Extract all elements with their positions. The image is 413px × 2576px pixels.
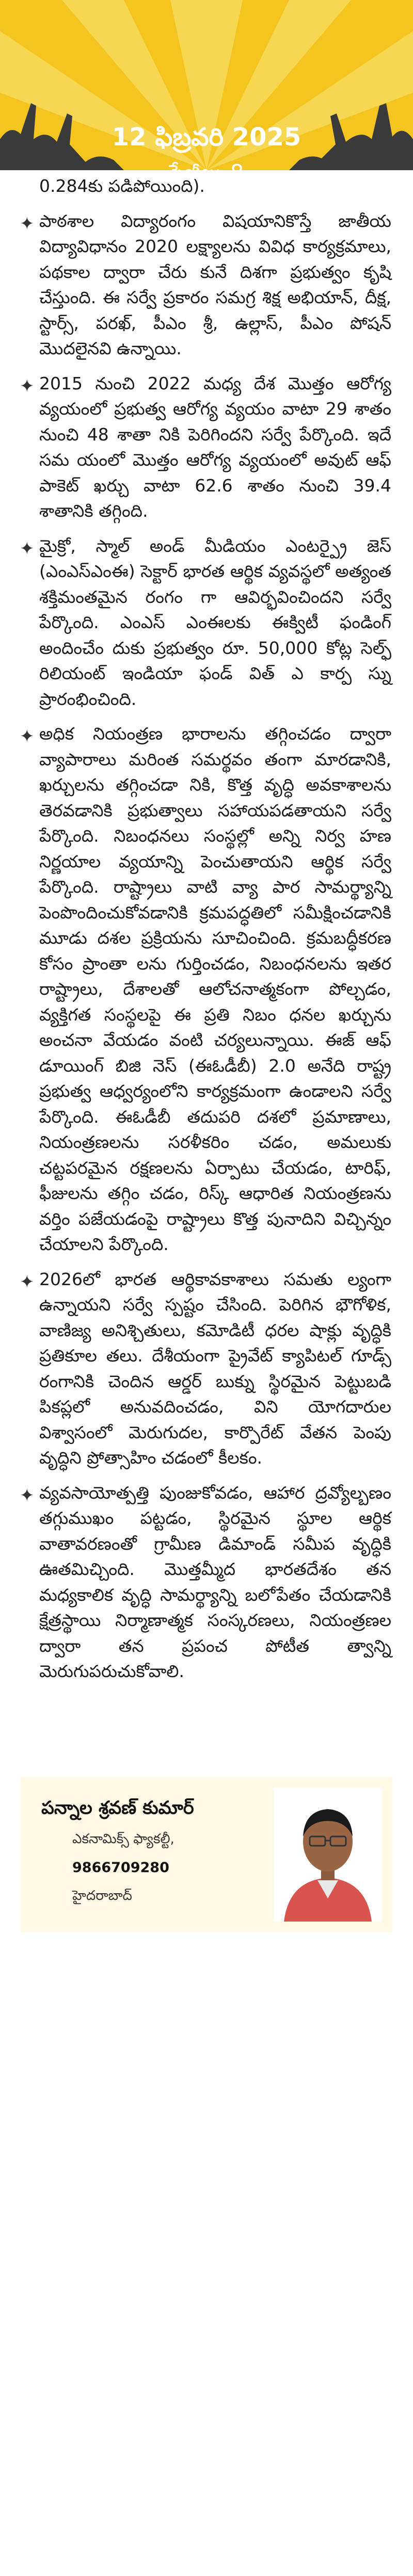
- bullet-icon: ✦: [20, 375, 35, 397]
- author-card-body: [21, 1777, 392, 1932]
- author-phone: 9866709280: [72, 1859, 169, 1876]
- author-name: పన్నాల శ్రవణ్ కుమార్: [41, 1797, 194, 1818]
- paragraph-text: పాఠశాల విద్యారంగం విషయానికొస్తే జాతీయ విద్యావిధానం 2020 లక్ష్యాలను వివిధ కార్యక్రమాలు, పథకాల ద్వారా చేరు కునే దిశగా ప్రభుత్వం కృషి చేస్తుంది. ఈ సర్వే ప్రకారం సమగ్ర శిక్ష అభియాన్, దీక్ష, స్టార్స్, పరఖ్, పీఎం శ్రీ, ఉల్లాస్, పీఎం పోషన్ మొదలైనవి ఉన్నాయి.: [39, 210, 391, 358]
- article-body: [0, 170, 413, 1684]
- issue-date: 12 ఫిబ్రవరి 2025: [112, 123, 301, 152]
- author-portrait-icon: [274, 1787, 382, 1922]
- date-box: [103, 119, 310, 185]
- author-card: [0, 1736, 413, 1947]
- paragraph-text: వ్యవసాయోత్పత్తి పుంజుకోవడం, ఆహార ద్రవ్యోల్బణం తగ్గుముఖం పట్టడం, స్థిరమైన స్థూల ఆర్థిక వాతావరణంతో గ్రామీణ డిమాండ్ సమీప వృద్ధికి ఊతమిచ్చింది. మొత్తమ్మీద భారతదేశం తన మధ్యకాలిక వృద్ధి సామర్థ్యాన్ని బలోపేతం చేయడానికి క్షేత్రస్థాయి నిర్మాణాత్మక సంస్కరణలు, నియంత్రణల ద్వారా తన ప్రపంచ పోటీత త్వాన్ని మెరుగుపరుచుకోవాలి.: [39, 1482, 391, 1681]
- bullet-icon: ✦: [20, 213, 35, 234]
- bullet-icon: ✦: [20, 1271, 35, 1292]
- paragraph-3: [22, 533, 391, 712]
- author-photo: [274, 1787, 382, 1922]
- paragraph-text: 2015 నుంచి 2022 మధ్య దేశ మొత్తం ఆరోగ్య వ్యయంలో ప్రభుత్వ ఆరోగ్య వ్యయం వాటా 29 శాతం నుంచి 48 శాతా నికి పెరిగిందని సర్వే పేర్కొంది. ఇదే సమ యంలో మొత్తం ఆరోగ్య వ్యయంలో అవుట్ ఆఫ్ పాకెట్ ఖర్చు వాటా 62.6 శాతం నుంచి 39.4 శాతానికి తగ్గింది.: [39, 373, 391, 521]
- author-city: హైదరాబాద్: [72, 1888, 132, 1904]
- paragraph-5: [22, 1267, 391, 1471]
- paragraph-text: మైక్రో, స్మాల్ అండ్ మీడియం ఎంటర్ప్రై జెస్ (ఎంఎస్ఎంఈ) సెక్టార్ భారత ఆర్థిక వ్యవస్థలో అత్యంత శక్తిమంతమైన రంగం గా ఆవిర్భవించిందని సర్వే పేర్కొంది. ఎంఎస్ ఎంఈలకు ఈక్విటీ ఫండింగ్ అందించేం దుకు ప్రభుత్వం రూ. 50,000 కోట్ల సెల్ఫ్ రిలియంట్ ఇండియా ఫండ్ విత్ ఎ కార్ప స్ను ప్రారంభించింది.: [39, 535, 391, 709]
- paragraph-text: 0.284కు పడిపోయింది).: [39, 176, 205, 196]
- bullet-icon: ✦: [20, 538, 35, 559]
- author-role: ఎకనామిక్స్ ఫ్యాకల్టీ,: [72, 1831, 174, 1847]
- paragraph-6: [22, 1480, 391, 1684]
- paragraph-text: 2026లో భారత ఆర్థికావకాశాలు సమతు ల్యంగా ఉన్నాయని సర్వే స్పష్టం చేసింది. పెరిగిన భౌగోళిక, వాణిజ్య అనిశ్చితులు, కమోడిటీ ధరల షాక్లు వృద్ధికి ప్రతికూల తలు. దేశీయంగా ప్రైవేట్ క్యాపిటల్ గూడ్స్ రంగానికి చెందిన ఆర్డర్ బుక్ను స్థిరమైన పెట్టుబడి పికప్లలో అనువదించడం, విని యోగదారుల విశ్వాసంలో మెరుగుదల, కార్పొరేట్ వేతన పెంపు వృద్ధిని ప్రోత్సాహిం చడంలో కీలకం.: [39, 1269, 391, 1468]
- paragraph-4: [22, 721, 391, 1257]
- paragraph-text: అధిక నియంత్రణ భారాలను తగ్గించడం ద్వారా వ్యాపారాలు మరింత సమర్థవం తంగా మారడానికి, ఖర్చులను తగ్గించడా నికి, కొత్త వృద్ధి అవకాశాలను తెరవడానికి ప్రభుత్వాలు సహాయపడతాయని సర్వే పేర్కొంది. నిబంధనలు సంస్థల్లో అన్ని నిర్వ హణ నిర్ణయాల వ్యయాన్ని పెంచుతాయని ఆర్థిక సర్వే పేర్కొంది. రాష్ట్రాలు వాటి వ్యా పార సామర్థ్యాన్ని పెంపొందించుకోవడానికి క్రమపద్ధతిలో సమీక్షించడానికి మూడు దశల ప్రక్రియను సూచించింది. క్రమబద్ధీకరణ కోసం ప్రాంతా లను గుర్తించడం, నిబంధనలను ఇతర రాష్ట్రాలు, దేశాలతో ఆలోచనాత్మకంగా పోల్చడం, వ్యక్తిగత సంస్థలపై ఈ ప్రతి నిబం ధనల ఖర్చును అంచనా వేయడం వంటి చర్యలున్నాయి. ఈజ్ ఆఫ్ డూయింగ్ బిజి నెస్ (ఈఓడీబీ) 2.0 అనేది రాష్ట్ర ప్రభుత్వ ఆధ్వర్యంలోని కార్యక్రమంగా ఉండాలని సర్వే పేర్కొంది. ఈఓడీబీ తదుపరి దశలో ప్రమాణాలు, నియంత్రణలను సరళీకరిం చడం, అమలుకు చట్టపరమైన రక్షణలను ఏర్పాటు చేయడం, టారిఫ్, ఫీజులను తగ్గిం చడం, రిస్క్ ఆధారిత నియంత్రణను వర్తిం పజేయడంపై రాష్ట్రాలు కొత్త పునాదిని విచ్చిన్నం చేయాలని పేర్కొంది.: [39, 724, 391, 1254]
- paragraph-2: [22, 371, 391, 524]
- paragraph-0: [22, 173, 391, 199]
- paragraph-1: [22, 208, 391, 362]
- bullet-icon: ✦: [20, 726, 35, 747]
- bullet-icon: ✦: [20, 1485, 35, 1506]
- page-count: పేజీలు 8: [169, 160, 244, 185]
- header-banner: [0, 0, 413, 185]
